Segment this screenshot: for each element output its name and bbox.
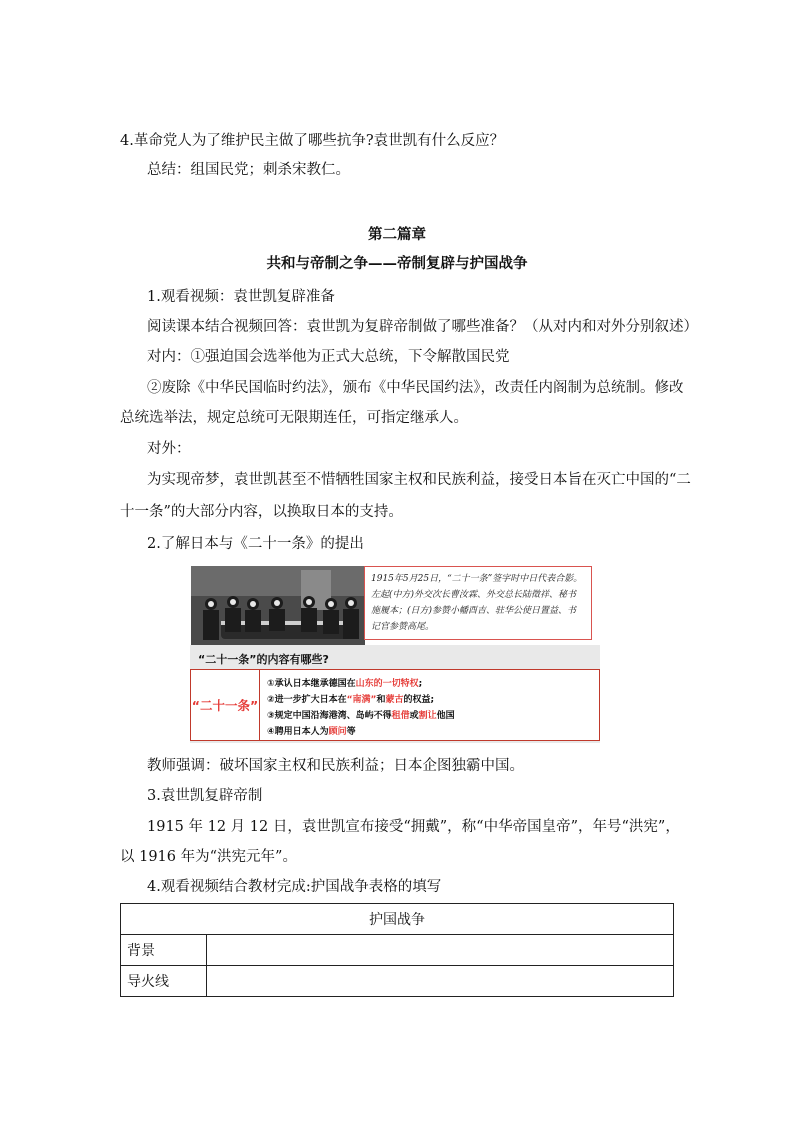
question-4: 4.革命党人为了维护民主做了哪些抗争?袁世凯有什么反应？ bbox=[120, 133, 505, 149]
list-item: ①承认日本继承德国在山东的一切特权; bbox=[267, 679, 423, 689]
table-header: 护国战争 bbox=[121, 904, 674, 935]
section-3-text: 1915 年 12 月 12 日，袁世凯宣布接受“拥戴”，称“中华帝国皇帝”，年号“洪宪”， bbox=[147, 819, 680, 835]
row-label-background: 背景 bbox=[121, 935, 207, 966]
internal-point-1: 对内：①强迫国会选举他为正式大总统，下令解散国民党 bbox=[147, 349, 510, 365]
chapter-title: 共和与帝制之争——帝制复辟与护国战争 bbox=[266, 255, 528, 272]
table-row bbox=[121, 935, 674, 966]
teacher-emphasis: 教师强调：破坏国家主权和民族利益；日本企图独霸中国。 bbox=[147, 758, 524, 774]
external-text: 为实现帝梦，袁世凯甚至不惜牺牲国家主权和民族利益，接受日本旨在灭亡中国的“二 bbox=[147, 472, 691, 488]
section-1-heading: 1.观看视频：袁世凯复辟准备 bbox=[147, 289, 335, 305]
summary-text: 总结：组国民党；刺杀宋教仁。 bbox=[147, 162, 350, 178]
list-item: ④聘用日本人为顾问等 bbox=[267, 727, 356, 737]
table-row bbox=[121, 966, 674, 997]
demands-label: “二十一条” bbox=[191, 698, 259, 713]
group-photo-image bbox=[191, 566, 365, 652]
photo-caption-box bbox=[364, 566, 592, 640]
section-1-question: 阅读课本结合视频回答：袁世凯为复辟帝制做了哪些准备？（从对内和对外分别叙述） bbox=[147, 319, 698, 335]
protect-nation-war-table bbox=[120, 903, 674, 997]
signing-photo bbox=[191, 566, 365, 652]
list-item: ③规定中国沿海港湾、岛屿不得租借或割让他国 bbox=[267, 711, 455, 721]
section-2-heading: 2.了解日本与《二十一条》的提出 bbox=[147, 536, 364, 552]
row-value-trigger[interactable] bbox=[207, 966, 674, 997]
internal-point-2: ②废除《中华民国临时约法》，颁布《中华民国约法》，改责任内阁制为总统制。修改 bbox=[147, 380, 684, 396]
section-3-heading: 3.袁世凯复辟帝制 bbox=[147, 788, 263, 804]
section-4-heading: 4.观看视频结合教材完成:护国战争表格的填写 bbox=[147, 879, 442, 895]
external-label: 对外： bbox=[147, 441, 191, 457]
row-value-background[interactable] bbox=[207, 935, 674, 966]
demands-label-cell bbox=[191, 670, 260, 740]
chapter-heading: 第二篇章 bbox=[368, 226, 426, 243]
row-label-trigger: 导火线 bbox=[121, 966, 207, 997]
list-item: ②进一步扩大日本在“南满”和蒙古的权益; bbox=[267, 695, 435, 705]
internal-point-2-cont: 总统选举法，规定总统可无限期连任，可指定继承人。 bbox=[120, 410, 468, 426]
section-3-text-cont: 以 1916 年为“洪宪元年”。 bbox=[120, 849, 297, 865]
external-text-cont: 十一条”的大部分内容，以换取日本的支持。 bbox=[120, 504, 403, 520]
content-question: “二十一条”的内容有哪些? bbox=[198, 653, 329, 666]
demands-list-box bbox=[190, 669, 600, 741]
photo-caption: 1915年5月25日，“二十一条”签字时中日代表合影。左起(中方)外交次长曹汝霖、外交总长陆徵祥、秘书施履本；(日方)参赞小幡酉吉、驻华公使日置益、书记官参赞高尾。 bbox=[371, 574, 583, 632]
